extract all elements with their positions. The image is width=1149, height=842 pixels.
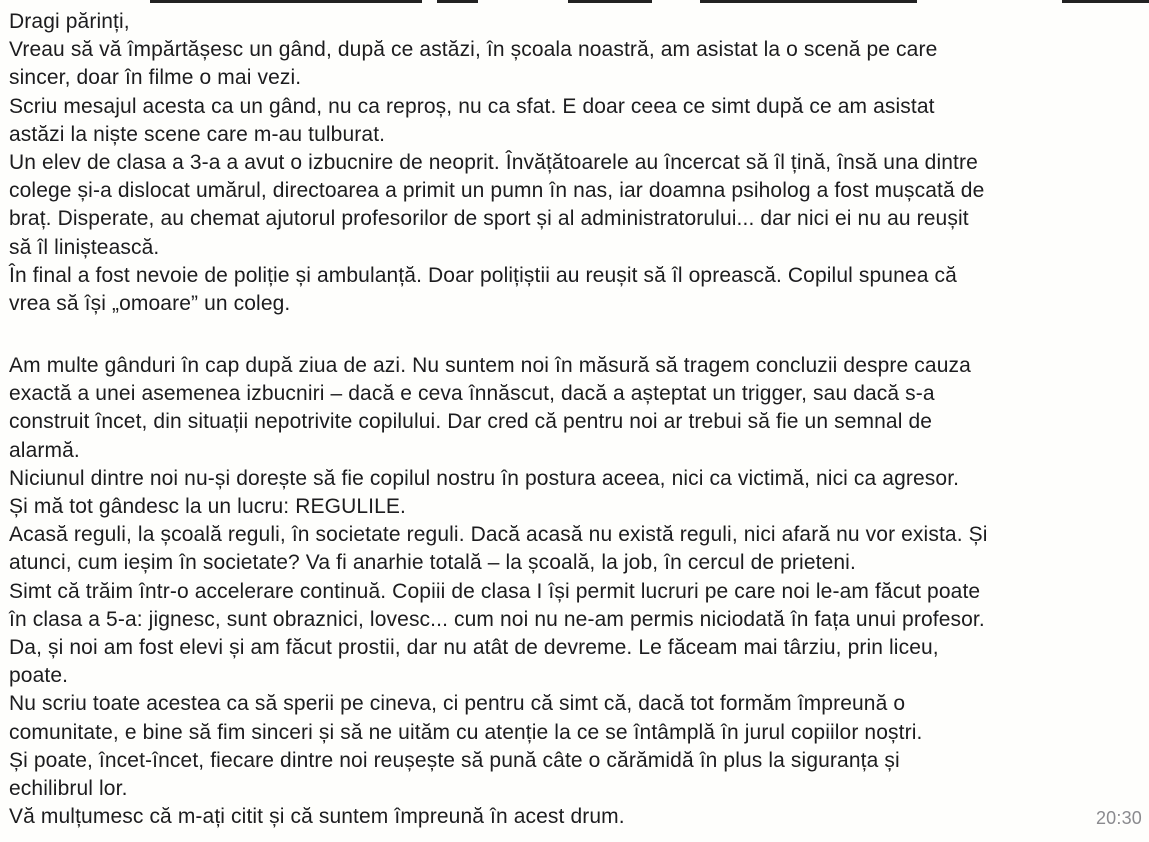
message-line: să îl liniștească.	[9, 235, 160, 259]
message-line: Am multe gânduri în cap după ziua de azi. Nu suntem noi în măsură să tragem concluzii despre cauza	[9, 354, 971, 378]
remnant-segment	[437, 0, 478, 3]
cropped-text-remnant	[0, 0, 1149, 4]
message-line: alarmă.	[9, 438, 80, 462]
message-line: Un elev de clasa a 3-a a avut o izbucnire de neoprit. Învățătoarele au încercat să îl țină, însă una dintre	[9, 150, 978, 174]
message-line: exactă a unei asemenea izbucniri – dacă e ceva înnăscut, dacă a așteptat un trigger, sau dacă s-a	[9, 382, 935, 406]
message-line: În final a fost nevoie de poliție și ambulanță. Doar polițiștii au reușit să îl oprească. Copilul spunea că	[9, 263, 957, 287]
blank-line	[9, 318, 1145, 335]
message-line: Și mă tot gândesc la un lucru: REGULILE.	[9, 495, 406, 518]
message-line: comunitate, e bine să fim sinceri și să ne uităm cu atenție la ce se întâmplă în jurul copiilor noștri.	[9, 720, 923, 744]
message-line: atunci, cum ieșim în societate? Va fi anarhie totală – la școală, la job, în cercul de prieteni.	[9, 551, 856, 575]
message-line: Dragi părinți,	[9, 10, 130, 33]
message-line: sincer, doar în filme o mai vezi.	[9, 66, 302, 90]
message-line: Niciunul dintre noi nu-și dorește să fie copilul nostru în postura aceea, nici ca victimă, nici ca agresor.	[9, 466, 960, 490]
message-line: Vă mulțumesc că m-ați citit și că suntem împreună în acest drum.	[9, 805, 625, 829]
remnant-segment	[1062, 0, 1149, 3]
message-text	[9, 8, 1145, 831]
message-line: vrea să își „omoare” un coleg.	[9, 291, 291, 315]
remnant-segment	[568, 0, 652, 3]
message-line: poate.	[9, 664, 69, 688]
message-line: construit încet, din situații nepotrivite copilului. Dar cred că pentru noi ar trebui să fie un semnal de	[9, 410, 933, 434]
message-timestamp: 20:30	[1095, 808, 1142, 828]
message-line: Simt că trăim într-o accelerare continuă. Copiii de clasa I își permit lucruri pe care noi le-am făcut poate	[9, 579, 981, 603]
message-line: Acasă reguli, la școală reguli, în societate reguli. Dacă acasă nu există reguli, nici afară nu vor exista. Și	[9, 523, 988, 547]
remnant-segment	[150, 0, 422, 3]
message-line: Da, și noi am fost elevi și am făcut prostii, dar nu atât de devreme. Le făceam mai târziu, prin liceu,	[9, 635, 939, 659]
message-line: în clasa a 5-a: jignesc, sunt obraznici, lovesc... cum noi nu ne-am permis niciodată în fața unui profesor.	[9, 607, 985, 631]
remnant-segment	[700, 0, 917, 3]
message-line: echilibrul lor.	[9, 776, 128, 800]
message-line: braț. Disperate, au chemat ajutorul profesorilor de sport și al administratorului... dar nici ei nu au reușit	[9, 207, 969, 231]
message-line: Și poate, încet-încet, fiecare dintre noi reușește să pună câte o cărămidă în plus la siguranța și	[9, 748, 900, 772]
message-line: colege și-a dislocat umărul, directoarea a primit un pumn în nas, iar doamna psiholog a fost mușcată de	[9, 179, 985, 203]
message-line: Nu scriu toate acestea ca să sperii pe cineva, ci pentru că simt că, dacă tot formăm împreună o	[9, 692, 906, 716]
message-line: astăzi la niște scene care m-au tulburat.	[9, 122, 386, 146]
message-line: Scriu mesajul acesta ca un gând, nu ca reproș, nu ca sfat. E doar ceea ce simt după ce am asistat	[9, 94, 935, 118]
message-line: Vreau să vă împărtășesc un gând, după ce astăzi, în școala noastră, am asistat la o scenă pe care	[9, 38, 938, 62]
blank-line	[9, 335, 1145, 352]
